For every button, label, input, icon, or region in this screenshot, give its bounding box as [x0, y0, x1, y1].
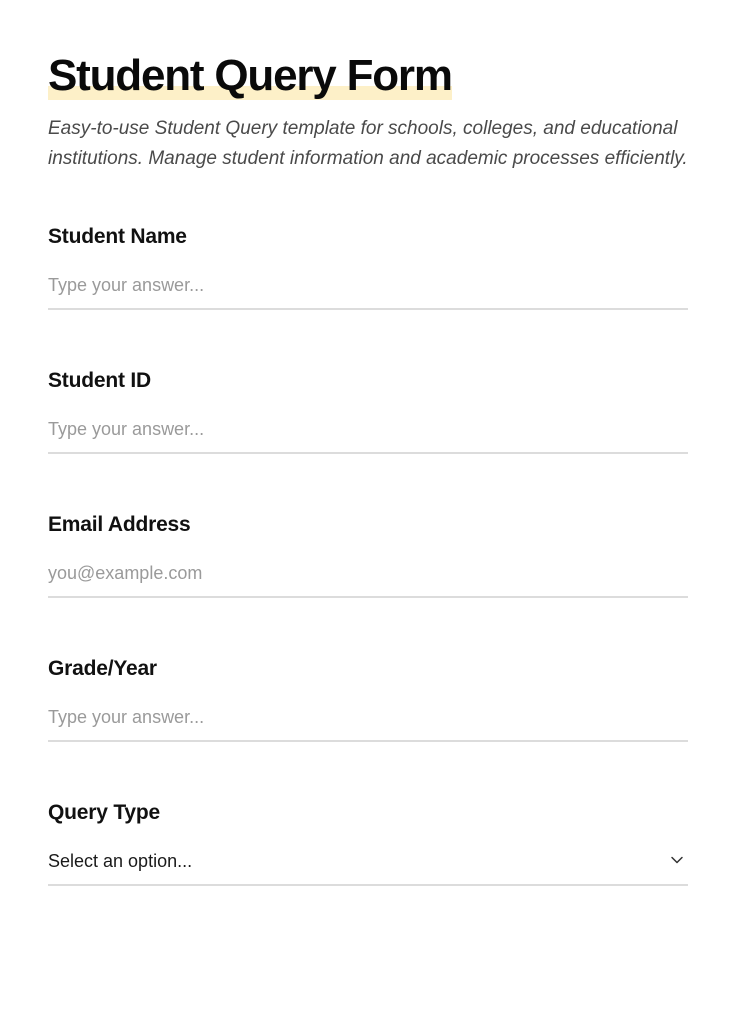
field-student-id [48, 367, 688, 454]
grade-year-input[interactable] [48, 707, 688, 742]
page-title: Student Query Form [48, 51, 452, 100]
field-query-type [48, 799, 688, 886]
email-address-input[interactable] [48, 563, 688, 598]
student-id-label: Student ID [48, 369, 151, 392]
email-address-label: Email Address [48, 513, 191, 536]
field-student-name [48, 223, 688, 310]
student-name-label: Student Name [48, 225, 187, 248]
grade-year-label: Grade/Year [48, 657, 157, 680]
student-id-input[interactable] [48, 419, 688, 454]
title-block [48, 52, 452, 100]
chevron-down-icon [670, 853, 684, 867]
field-grade-year [48, 655, 688, 742]
student-name-input[interactable] [48, 275, 688, 310]
query-type-select[interactable] [48, 851, 688, 886]
field-email-address [48, 511, 688, 598]
form-description: Easy-to-use Student Query template for schools, colleges, and educational institutions. Manage student information and academic processes efficiently. [48, 118, 688, 169]
query-type-label: Query Type [48, 801, 160, 824]
query-type-selected-value: Select an option... [48, 851, 193, 871]
